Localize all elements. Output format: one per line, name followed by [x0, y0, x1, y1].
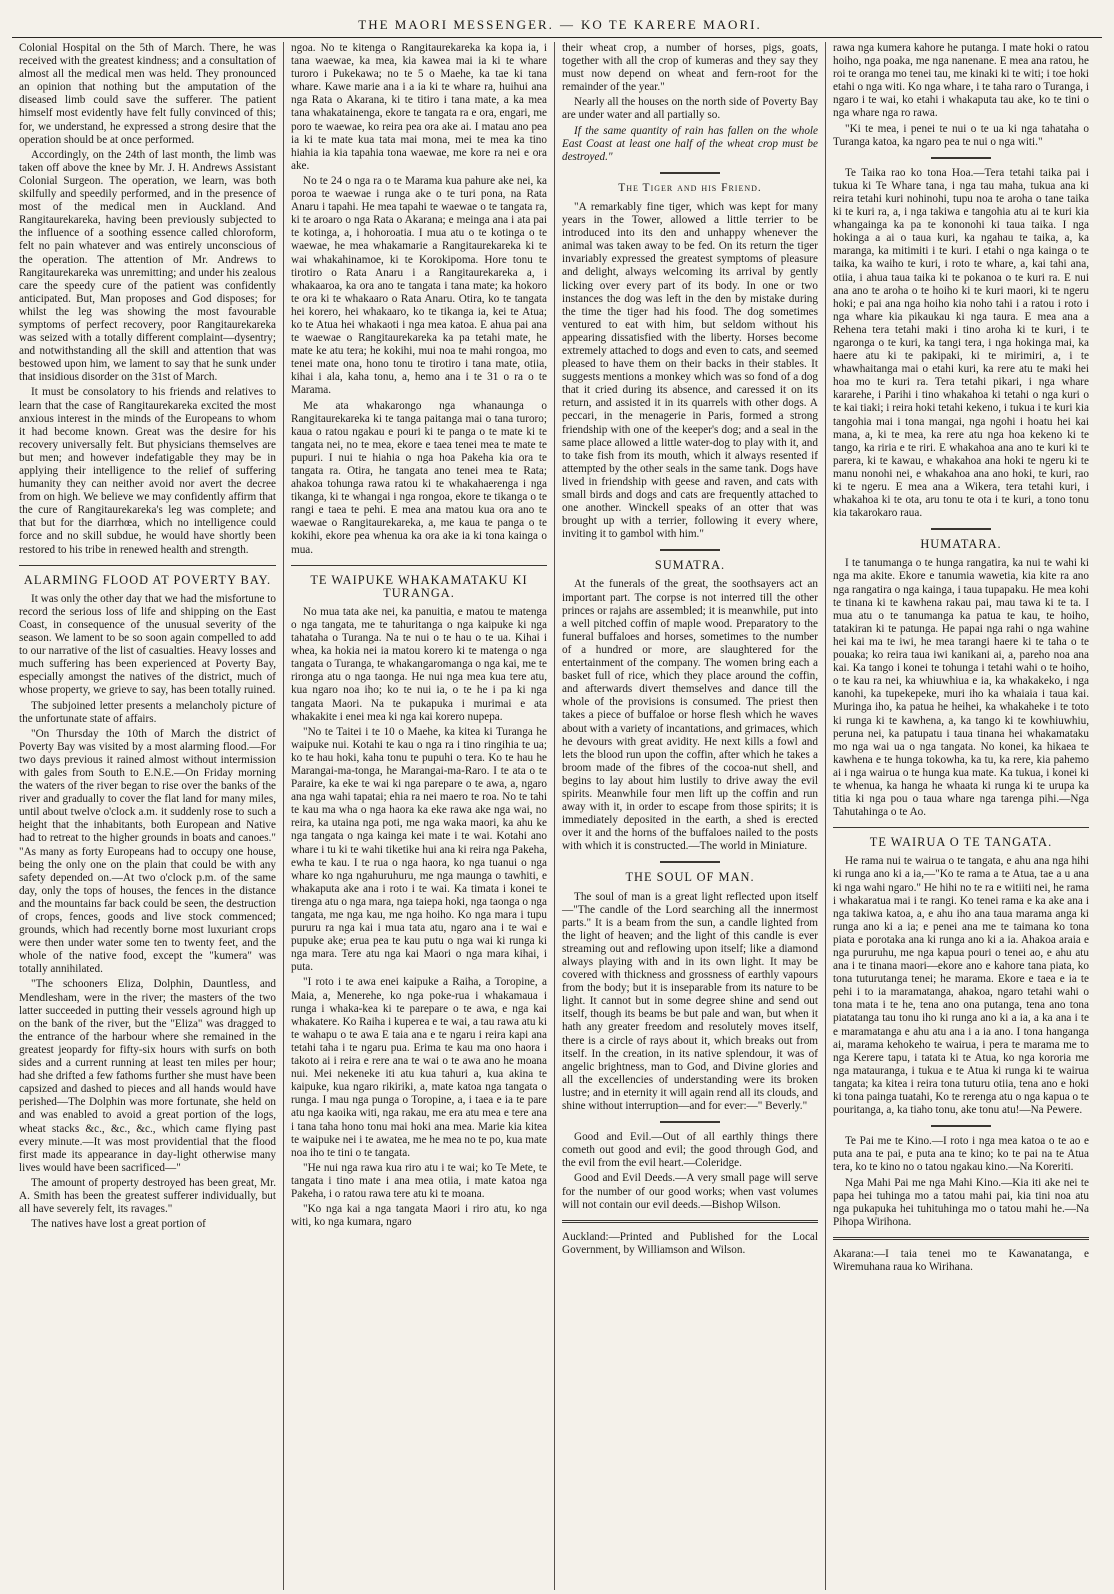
article-paragraph: No mua tata ake nei, ka panuitia, e matou te matenga o nga tangata, me te tahuritanga o nga kaipuke ki nga tahataha o Turanga. Na te nui o te hau o te ua. Kihai i whea, ka hokia nei ia matou korero ki te matenga o nga tangata o Turanga, te whakangaromanga o nga kai, me te rironga atu o nga taonga. He nui nga mea kua tere atu, kua ngaro noa iho; ko te nui ia, o te he i pa ki nga tangata Maori. Na te pukapuka i murimai e ata whakakite i enei mea ki nga kai korero nupepa. [291, 605, 547, 723]
masthead-english-title: THE MAORI MESSENGER. [358, 17, 554, 32]
article-paragraph: their wheat crop, a number of horses, pigs, goats, together with all the crop of kumeras and they say they must now depend on wheat and fern-root for the remainder of the year." [562, 42, 818, 94]
column-3 [554, 42, 825, 1590]
headline-flood: ALARMING FLOOD AT POVERTY BAY. [23, 572, 272, 587]
section-divider [931, 157, 991, 159]
masthead-maori-title: KO TE KARERE MAORI. [580, 17, 762, 32]
section-divider [660, 1121, 720, 1123]
column-2 [283, 42, 554, 1590]
article-paragraph: "The schooners Eliza, Dolphin, Dauntless, and Mendlesham, were in the river; the masters of the two latter succeeded in putting their vessels aground high up on the bank of the river, but the "Eliza" was dragged to the entrance of the harbour where she remained in the greatest jeopardy for fifty-six hours with surfs on both sides and a current running at least ten miles per hour; had she drifted a few fathoms further she must have been capsized and dashed to pieces and all hands would have perished—The Dolphin was more fortunate, she held on and was enabled to avoid a great portion of the logs, wheat stacks &c., &c., &c., which came flying past every minute.—It was most providential that the flood first made its appearance in day-light otherwise many lives would have been sacrificed—" [19, 978, 276, 1174]
article-paragraph: No te 24 o nga ra o te Marama kua pahure ake nei, ka poroa te waewae i runga ake o te turi pona, na Rata Anaru i tapahi. He mea tapahi te waewae o te tangata ra, ki te aroaro o nga Rata o Akarana; e meinga ana i ata pai te kotinga, a, i hohoroatia. I mua atu o te kotinga o te waewae, he mea whakamarie a Rangitaurekareka ki te wai whakahinamoe, ki te Korokipoma. Hore tonu te tirotiro o Rata Anaru i a Rangitaurekareka a, i whakaaroa, ka ora ano te tangata i tana mate; ka hokoro te ora ki te whakaaro o Rata Anaru. Otira, ko te tangata hei korero, hei whakaaro, ko te tikanga ia, kei te Atua; ko te Atua hei whakaoti i nga mea katoa. E ahua pai ana te waewae o Rangitaurekareka ka pa tetahi mate, he mate ke atu tera; he kokihi, mui noa te mahi rongoa, mo tenei mate ona, hono tonu te tirotiro i tana mate, otiia, kihai i ala, kaha tonu, a, hemo ana i te 31 o ra o te Marama. [291, 174, 547, 397]
article-paragraph: The subjoined letter presents a melancholy picture of the unfortunate state of affairs. [19, 699, 276, 725]
imprint-rule [562, 1220, 818, 1223]
article-paragraph: ngoa. No te kitenga o Rangitaurekareka ka kopa ia, i tana waewae, ka mea, kia kawea mai ia ki te whare turoro i Pukekawa; no te 5 o Maehe, ka tae ki tana whare. Kawe marie ana i a ia ki te whare ra, huihui ana nga Rata o Akarana, ki te titiro i tana mate, a ka mea tana whakatainenga, ekore te tangata ra e ora, engari, me poro te waewae, ko reira pea ora ake ai. I matau ano pea ia ki te mate kua tata mai mona, mei te mea ka tino hiahia ia kia tapahia tona waewae, me kore ra nei e ora ake. [291, 42, 547, 172]
article-paragraph: Good and Evil Deeds.—A very small page will serve for the number of our good works; when vast volumes will not contain our evil deeds.—Bishop Wilson. [562, 1172, 818, 1211]
article-paragraph: The soul of man is a great light reflected upon itself—"The candle of the Lord searching all the innermost parts." It is a beam from the sun, a candle lighted from the light of heaven; and the light of this candle is ever streaming out and reflowing upon itself; like a diamond always playing with and in its own light. It may be covered with thickness and grossness of earthly vapours from the body; but it is inseparable from its nature to be light. It cannot but in some degree shine and send out itself, though its beams be but pale and wan, but when it hath any greater freedom and resolutely moves itself, there is a circle of rays about it, which breaks out from itself. In the creation, in its native splendour, it was of angelic brightness, man to God, and Divine glories and all the excellencies of understanding were its broken lustre; and in eternity it will again rend all its clouds, and shine without interruption—and for ever:—" Beverly." [562, 890, 818, 1113]
masthead [12, 0, 1102, 38]
article-paragraph: "On Thursday the 10th of March the district of Poverty Bay was visited by a most alarming flood.—For two days previous it rained almost without intermission with gales from South to E.N.E.—On Friday morning the waters of the river began to rise over the banks of the river and gradually to cover the flat land for many miles, until about twelve o'clock a.m. it suddenly rose to such a height that the inhabitants, both European and Native had to retreat to the higher grounds in boats and canoes." "As many as forty Europeans had to occupy one house, being the only one on the plain that could be with any safety depended on.—At two o'clock p.m. of the same day, only the tops of houses, the fences in the distance and the mountains far back could be seen, the destruction of crops, fences, goods and live stock commenced; grounds, which had recently borne most luxuriant crops were then under water some ten to twenty feet, and the whole of the native food, except the "kumera" was totally annihilated. [19, 727, 276, 976]
masthead-separator: — [559, 17, 575, 32]
article-paragraph: Colonial Hospital on the 5th of March. There, he was received with the greatest kindness; and a consultation of almost all the medical men was held. They pronounced an opinion that nothing but the amputation of the diseased limb could save the sufferer. The patient himself most evidently have felt fully convinced of this; for, we understand, he expressed a strong desire that the operation should be at once performed. [19, 42, 276, 146]
columns [12, 42, 1102, 1590]
subhead-tiger: The Tiger and his Friend. [618, 181, 762, 194]
article-paragraph: "No te Taitei i te 10 o Maehe, ka kitea ki Turanga he waipuke nui. Kotahi te kau o nga ra i tino ringihia te ua; ko te hau hoki, kaha tonu te pupuhi o tera. Ko te hau he Marangai-ma-tonga, he Marangai-ma-Raro. I te ata o te Paraire, ka eke te wai ki nga parepare o te awa, a, ngaro ana nga wahi tapatai; ehia ra nei maero te roa. No te tahi te kau ma wha o nga haora ka eke rawa ake nga wai, no reira, ka utaina nga poti, me nga waka maori, ka ahu ke nga tangata o nga kainga kei mate i te wai. Kotahi ano whare i tu ki te wahi tiketike hui ana ki reira nga Pakeha, ewha te kau. I te rua o nga haora, ko nga tuanui o nga whare ko nga ngahuruhuru, me nga maunga o tawhiti, e whakaputa ake ana i roto i te wai. Ka timata i konei te tirenga atu o nga mara, nga taiepa hoki, nga taonga o nga tangata, me nga kau, me nga hoiho. Ko nga mara i tupu pururu ra nga kai i mua tata atu, ngaro ana i te wai e pupuke ake; erua pea te kau putu o nga wai ki runga ki nga mara. Tere atu nga kai Maori o nga mara kihai, i puta. [291, 725, 547, 974]
article-paragraph: The amount of property destroyed has been great, Mr. A. Smith has been the greatest sufferer individually, but all have severely felt, its ravages." [19, 1176, 276, 1216]
section-divider [931, 528, 991, 530]
article-paragraph: "Ko nga kai a nga tangata Maori i riro atu, ko nga witi, ko nga kumara, ngaro [291, 1203, 547, 1229]
column-rule [291, 565, 547, 566]
article-paragraph: "Ki te mea, i penei te nui o te ua ki nga tahataha o Turanga katoa, ka ngaro pea te nui o nga witi." [833, 122, 1089, 148]
section-divider [660, 549, 720, 551]
column-rule [19, 565, 276, 566]
article-paragraph: It was only the other day that we had the misfortune to record the serious loss of life and shipping on the East Coast, in consequence of the unusual severity of the season. We lament to be so soon again compelled to add to our narrative of the list of casualties. Heavy losses and much suffering has been experienced at Poverty Bay, especially amongst the natives of the district, much of whose property, we grieve to say, has been totally ruined. [19, 592, 276, 697]
imprint-rule [833, 1237, 1089, 1240]
article-paragraph: If the same quantity of rain has fallen on the whole East Coast at least one half of the wheat crop must be destroyed." [562, 124, 818, 163]
article-paragraph: "A remarkably fine tiger, which was kept for many years in the Tower, allowed a little terrier to be introduced into its den and unhappy whenever the animal was taken away to be fed. On its return the tiger invariably expressed the greatest symptoms of pleasure and delight, always welcoming its arrival by gently licking over every part of its body. In one or two instances the dog was left in the den by mistake during the time the tiger had his food. The dog sometimes ventured to eat with him, but seldom without his appearing dissatisfied with the liberty. Horses become extremely attached to dogs and even to cats, and seemed pleased to have them on their backs in their stables. It suggests mentions a monkey which was so fond of a dog that it cried during its absence, and caressed it on its return, and assisted it in its quarrels with other dogs. A peccari, in the menagerie in Paris, formed a strong friendship with one of the keeper's dog; and a seal in the same place allowed a little water-dog to play with it, and to take fish from its mouth, which it always resented if attempted by the other seals in the same tank. Dogs have lived in friendship with geese and raven, and cats with small birds and dogs and cats are frequently attached to one another. Winckell speaks of an otter that was brought up with a terrier, following it every where, inviting it to gambol with him." [562, 200, 818, 541]
article-paragraph: He rama nui te wairua o te tangata, e ahu ana nga hihi ki runga ano ki a ia,—"Ko te rama a te Atua, tae a u ana ki nga wahi ngaro." He hihi no te ra e witiiti nei, he rama i whakaratua mai i te rangi. Ko tenei rama e ka ake ana i nga takiwa katoa, a, e ahu iho ana taua marama anga ki runga ano ki a ia; e penei ana me te taimana ko tona piata e porotaka ana ki runga ano ki a ia. Ahakoa araia e nga pururuhu, me nga kapua pouri o tenei ao, e ahu atu ana i te tinana maori—ekore ano e kahore tana piata, ko tona tuturutanga tenei; he marama. Ekore e taea e ia te pehi i to ia maramatanga, ahakoa, ngaro tetahi wahi o tona mata i te he, tena ano ona putanga, tena ano tona piatatanga tau tonu iho ki runga ano ki a ia, a ka ana i te e maramatanga e ahu atu ana i a ia ano. I tona hanganga ai, marama kehokeho te wairua, i pera te marama me to nga Kerere tapu, i tatata ki te Atua, ko nga kororia me nga matauranga, i tukua e te Atua ki runga ki te wairua tangata; ka kitea i reira tona tuturu otiia, tena ano e hoki ki tona painga tuatahi, Ko te rerenga atu o nga kapua o te pouritanga, a, ka tiaho tonu, ake tonu atu!—Na Pewere. [833, 855, 1089, 1117]
article-paragraph: Me ata whakarongo nga whanaunga o Rangitaurekareka ki te tanga paitanga mai o tana turoro; kaua o ratou ngakau e pouri ki te panga o te mate ki te tangata nei, no te mea, ekore e taea tenei mea te mate te pupuri. I nui te hiahia o nga hoa Pakeha kia ora te tangata ra. Otira, he tangata ano tenei mea te Rata; ahakoa tohunga rawa ratou ki te whakahaerenga i nga tikanga, ki te whangai i nga rongoa, ekore te tikanga o te rangi e taea te pehi. E mea ana matou kua ora ano te waewae o Rangitaurekareka, a, me kaua te panga o te kokihi, ekore pea whenua ka ora ake ia ki tona kainga o mua. [291, 399, 547, 556]
headline-wairua: TE WAIRUA O TE TANGATA. [869, 835, 1053, 850]
article-paragraph: The natives have lost a great portion of [31, 1218, 206, 1231]
article-paragraph: Accordingly, on the 24th of last month, the limb was taken off above the knee by Mr. J. H. Andrews Assistant Colonial Surgeon. The operation, we learn, was both skilfully and speedily performed, and in the presence of most of the medical men in Auckland. And Rangitaurekareka, having been previously subjected to the influence of a soothing essence called chloroform, felt no pain whatever and was entirely unconscious of the operation. The attention of Mr. Andrews to Rangitaurekareka was unremitting; and under his zealous care the speedy cure of the patient was confidently anticipated. But, Man proposes and God disposes; for whilst the leg was showing the most favourable symptoms of perfect recovery, poor Rangitaurekareka was seized with a totally different complaint—dysentry; and notwithstanding all the skill and attention that was bestowed upon him, we lament to say that he sunk under that insidious disorder on the 31st of March. [19, 148, 276, 384]
headline-waipuke: TE WAIPUKE WHAKAMATAKU KI TURANGA. [310, 572, 528, 600]
article-paragraph: It must be consolatory to his friends and relatives to learn that the case of Rangitaurekareka excited the most anxious interest in the minds of the Europeans to whom it had become known. Great was the desire for his recovery universally felt. But physicians themselves are but men; and however indefatigable they may be in applying their intelligence to the relief of suffering humanity they can neither avoid nor avert the decree from on high. We believe we may confidently affirm that the cure of Rangitaurekareka's leg was complete; and that but for the diarrhœa, which no intelligence could force and no skill subdue, he would have shortly been restored to his tribe in renewed health and strength. [19, 386, 276, 556]
column-1 [12, 42, 283, 1590]
section-divider [660, 172, 720, 174]
imprint: Auckland:—Printed and Published for the Local Government, by Williamson and Wilson. [562, 1230, 818, 1256]
article-paragraph: Nga Mahi Pai me nga Mahi Kino.—Kia iti ake nei te papa hei tuhinga mo a tatou mahi pai, kia tini noa atu nga pukapuka hei tuhituhinga mo o tatou mahi he.—Na Pihopa Wirihona. [833, 1176, 1089, 1228]
headline-sumatra: SUMATRA. [654, 558, 726, 573]
article-paragraph: "He nui nga rawa kua riro atu i te wai; ko Te Mete, te tangata i tino mate i ana mea otiia, i mate katoa nga Pakeha, i o ratou rawa tere atu ki te moana. [291, 1161, 547, 1200]
article-paragraph: At the funerals of the great, the soothsayers act an important part. The corpse is not interred till the other princes or rajahs are assembled; it is meanwhile, put into a well pitched coffin of maple wood. Preparatory to the funeral buffaloes and horses, sometimes to the number of a hundred or more, are slaughtered for the entertainment of the company. The women bring each a basket full of rice, which they place around the coffin, and afterwards divert themselves and dance till the whole of the provisions is consumed. The priest then takes a piece of buffaloe or horse flesh which he waves about with a variety of incantations, and grimaces, which he devours with great avidity. He next kills a fowl and lets the blood run upon the coffin, after which he takes a broom made of the fibres of the cocoa-nut shell, and begins to lay about him lustily to drive away the evil spirits. Meanwhile four men lift up the coffin and run away with it, in order to escape from those spirits; it is immediately deposited in the earth, a shed is erected over it and the horns of the buffaloes nailed to the posts with which it is constructed.—The world in Miniature. [562, 578, 818, 853]
column-rule [833, 827, 1089, 828]
column-4 [825, 42, 1096, 1590]
imprint: Akarana:—I taia tenei mo te Kawanatanga, e Wiremuhana raua ko Wirihana. [833, 1247, 1089, 1273]
section-divider [660, 861, 720, 863]
article-paragraph: I te tanumanga o te hunga rangatira, ka nui te wahi ki nga ma akite. Ekore e tanumia wawetia, kia kite ra ano nga rangatira o nga kainga, i taua tupapaku. He mea kohi te tinana ki te kawhena rakau pai, mau tawa ki te ta. I mua atu o te tanumanga ka patua te kau, te hoiho, tatakiran ki te patunga. He papai nga rahi o nga wahine hei kai ma te iwi, he mea tarangi haere ki te taha o te pouaka; ko reira taua iwi kanikani ai, a, pareho noa ana kai. Ka tango i konei te tohunga i tetahi wahi o te hoiho, o te kau ra nei, ka whiuwhiua e ia, ka whakakeko, i nga kanohi, ka tupekepeke, muri iho ka whaiaia i taua kai. Muringa iho, ka patua he heihei, ka whakaheke i te toto ki runga ki te kawhena, a, ka tango ki te kowhiuwhiu, peruna nei, ka patupatu i taua tinana hei whakamataku mo nga wai ua o nga tangata. No konei, ka hikaea te kawhena e te hunga tokowha, ka tu, ka rere, kia pahemo ai i nga wairua o te hunga kua mate. Ka tukua, i konei ki te whenua, ka hanga he whaata ki runga ki te urupa ka titia ki nga pou o taua whare nga tarenga pihi.—Nga Tahutahinga o te Ao. [833, 557, 1089, 819]
article-paragraph: rawa nga kumera kahore he putanga. I mate hoki o ratou hoiho, nga poaka, me nga nanenane. E mea ana ratou, he roi te oranga mo tenei tau, me kinaki ki te witi; i toe hoki etahi o nga witi. Ko nga whare, i te taha raro o Turanga, i ngaro i te wai, ko etahi i whakaputa tau ake, ko te tini o nga whare nga ro rawa. [833, 42, 1090, 120]
headline-soul: THE SOUL OF MAN. [625, 870, 755, 885]
section-divider [931, 1125, 991, 1127]
article-paragraph: Good and Evil.—Out of all earthly things there cometh out good and evil; the good through God, and the evil from the evil heart.—Coleridge. [562, 1131, 818, 1170]
headline-humatara: HUMATARA. [920, 537, 1002, 552]
article-paragraph: Te Taika rao ko tona Hoa.—Tera tetahi taika pai i tukua ki Te Whare tana, i nga tau maha, tukua ana ki reira tetahi kuri nohinohi, tupu noa te aroha o tane taika ki te kuri ra, a, i nga takiwa e tangohia atu ai te kuri kia whangainga ka pa te kononohi ki taua taika. I nga hokinga a ai o taua kuri, ka ngahau te taika, a, ka maranga, ka mitimiti i te kuri. I etahi o nga kainga o te taika, ka waiho te kuri, i roto te whare, a, kai tahi ana, otiia, i ahua taua taika ki te pokanoa o te kuri ra. E nui ana ano te aroha o te hoiho ki te kuri maori, ki te ngeru hoki; e pai ana nga hoiho kia noho tahi i a ratou i roto i nga whare kia pikaukau ki nga taura. E mea ana a Rehena tera tetahi maki i tino aroha ki te kuri, i te ngaronga o te kuri, ka tangi tera, i nga hokinga mai, ka haere atu ki te pakipaki, ki te mirimiri, a, i te whawhaitanga mai o etahi kuri, ka rere atu te maki hei hoa mo te kuri ra. Tera tetahi pikari, i nga whare kararehe, i Parihi i tino whakahoa ki tetahi o nga kuri o te kai tiaki; i reira hoki tetahi kekeno, i tukua i te kuri kia tangohia mai i tona mangai, nga ngohi i hoatu hei kai mana, a, ki te mea, ka rere atu nga hoa kekeno ki te tango, ka riria e te riri. E whakahoa ana ano te kuri ki te parera, ki te kawau, e whakahoa ana hoki te ngeru ki te manu nonohi nei, e whakahoa ana ano hoki, te kuri, rao ki te ngeru. E mea ana a Wikera, tera tetahi kuri, i whakahoa ki te ota, aru tonu te ota i te kuri, a tono tonu kia takarokaro raua. [833, 166, 1089, 520]
article-paragraph: Te Pai me te Kino.—I roto i nga mea katoa o te ao e puta ana te pai, e puta ana te kino; ko te pai na te Atua tera, ko te kino no o tatou ngakau kino.—Na Koreriti. [833, 1135, 1089, 1174]
article-paragraph: Nearly all the houses on the north side of Poverty Bay are under water and all partially so. [562, 96, 818, 122]
article-paragraph: "I roto i te awa enei kaipuke a Raiha, a Toropine, a Maia, a, Menerehe, ko nga poke-rua i whakamaua i runga i whaka-kea ki te parepare o te awa, e nga kai whakatere. Ko Raiha i kuperea e te wai, a tau rawa atu ki te wahapu o te awa E taia ana e te ngaru i reira kapi ana tetahi taha i te ngaru pua. Erima te kau ma ono haora i takoto ai i reira e rere ana te wai o te awa ano he moana nui. Mei nekeneke iti atu kua tahuri a, kua akina te kaipuke, kua ngaro rikiriki, a, mate katoa nga tangata o runga. I mau nga punga o Toropine, a, i taea e ia te pare atu nga kaoika witi, nga rakau, me era atu mea e tere ana i tana taha hono tonu mai hoki ana mea. Marie kia kitea te waipuke nei i te awatea, me he mea no te po, kua mate noa iho te tini o te tangata. [291, 976, 547, 1159]
